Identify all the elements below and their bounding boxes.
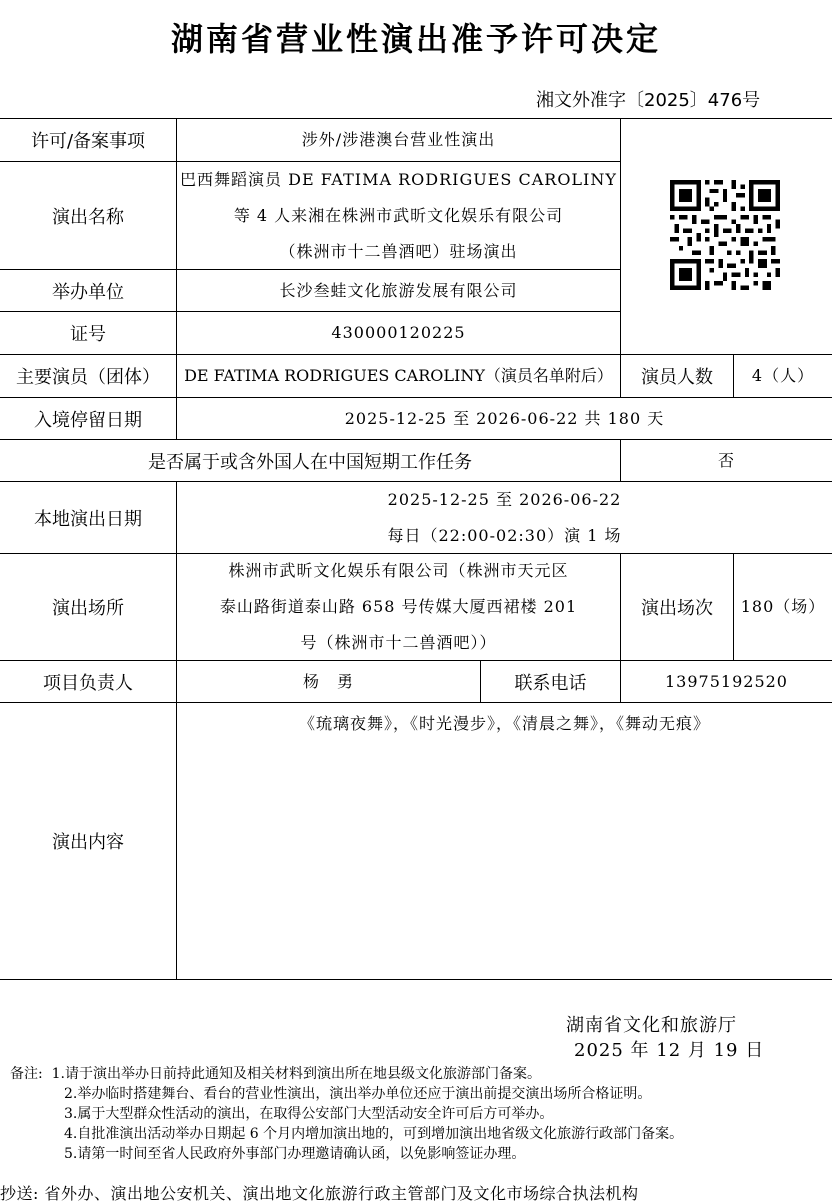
venue-line: 号（株洲市十二兽酒吧）） [300, 633, 497, 652]
document-title: 湖南省营业性演出准予许可决定 [170, 20, 661, 58]
venue-line: 株洲市武昕文化娱乐有限公司（株洲市天元区 [228, 561, 569, 580]
local-dates-label: 本地演出日期 [0, 481, 177, 554]
short-term-work-label: 是否属于或含外国人在中国短期工作任务 [0, 439, 621, 482]
note-row [10, 1124, 830, 1144]
note-item: 4.自批准演出活动举办日期起 6 个月内增加演出地的，可到增加演出地省级文化旅游行政部门备案。 [64, 1126, 684, 1142]
organizer-value: 长沙叁蛙文化旅游发展有限公司 [176, 269, 621, 312]
performer-count-label: 演员人数 [620, 354, 734, 398]
license-number-label: 证号 [0, 311, 177, 355]
note-item: 5.请第一时间至省人民政府外事部门办理邀请确认函，以免影响签证办理。 [64, 1146, 526, 1162]
show-name-value [176, 161, 621, 270]
note-item: 3.属于大型群众性活动的演出，在取得公安部门大型活动安全许可后方可举办。 [64, 1106, 554, 1122]
project-lead-label: 项目负责人 [0, 660, 177, 703]
document-number: 湘文外准字〔2025〕476号 [536, 90, 761, 111]
content-label: 演出内容 [0, 702, 177, 980]
local-dates-value [176, 481, 832, 554]
stay-period-label: 入境停留日期 [0, 397, 177, 440]
local-dates-line: 每日（22:00-02:30）演 1 场 [387, 525, 622, 545]
show-name-line: 等 4 人来湘在株洲市武昕文化娱乐有限公司 [233, 205, 564, 225]
organizer-label: 举办单位 [0, 269, 177, 312]
short-term-work-value: 否 [620, 439, 832, 482]
local-dates-line: 2025-12-25 至 2026-06-22 [387, 489, 622, 509]
issuer-name: 湖南省文化和旅游厅 [566, 1015, 737, 1036]
license-number-value: 430000120225 [176, 311, 621, 355]
venue-line: 泰山路街道泰山路 658 号传媒大厦西裙楼 201 [219, 597, 578, 616]
qr-code-icon [670, 180, 780, 290]
show-name-label: 演出名称 [0, 161, 177, 270]
note-item: 2.举办临时搭建舞台、看台的营业性演出，演出举办单位还应于演出前提交演出场所合格证明。 [64, 1086, 652, 1102]
note-item: 1.请于演出举办日前持此通知及相关材料到演出所在地县级文化旅游部门备案。 [51, 1066, 541, 1082]
notes-block [10, 1064, 830, 1164]
note-row [10, 1144, 830, 1164]
cc-line: 抄送: 省外办、演出地公安机关、演出地文化旅游行政主管部门及文化市场综合执法机构 [0, 1184, 639, 1203]
note-row [10, 1084, 830, 1104]
phone-label: 联系电话 [480, 660, 621, 703]
license-item-label: 许可/备案事项 [0, 118, 177, 162]
show-count-label: 演出场次 [620, 553, 734, 661]
show-name-line: 巴西舞蹈演员 DE FATIMA RODRIGUES CAROLINY [180, 169, 617, 189]
main-performer-label: 主要演员（团体） [0, 354, 177, 398]
show-name-line: （株洲市十二兽酒吧）驻场演出 [279, 241, 518, 261]
phone-value: 13975192520 [620, 660, 832, 703]
note-row [10, 1064, 830, 1084]
stay-period-value: 2025-12-25 至 2026-06-22 共 180 天 [176, 397, 832, 440]
note-row [10, 1104, 830, 1124]
issue-date: 2025 年 12 月 19 日 [574, 1040, 765, 1061]
main-performer-value: DE FATIMA RODRIGUES CAROLINY（演员名单附后） [176, 354, 621, 398]
show-count-value: 180（场） [733, 553, 832, 661]
content-value: 《琉璃夜舞》，《时光漫步》，《清晨之舞》，《舞动无痕》 [176, 702, 832, 980]
project-lead-value: 杨 勇 [176, 660, 481, 703]
performer-count-value: 4（人） [733, 354, 832, 398]
notes-prefix: 备注: [10, 1066, 43, 1082]
license-item-value: 涉外/涉港澳台营业性演出 [176, 118, 621, 162]
venue-label: 演出场所 [0, 553, 177, 661]
venue-value [176, 553, 621, 661]
